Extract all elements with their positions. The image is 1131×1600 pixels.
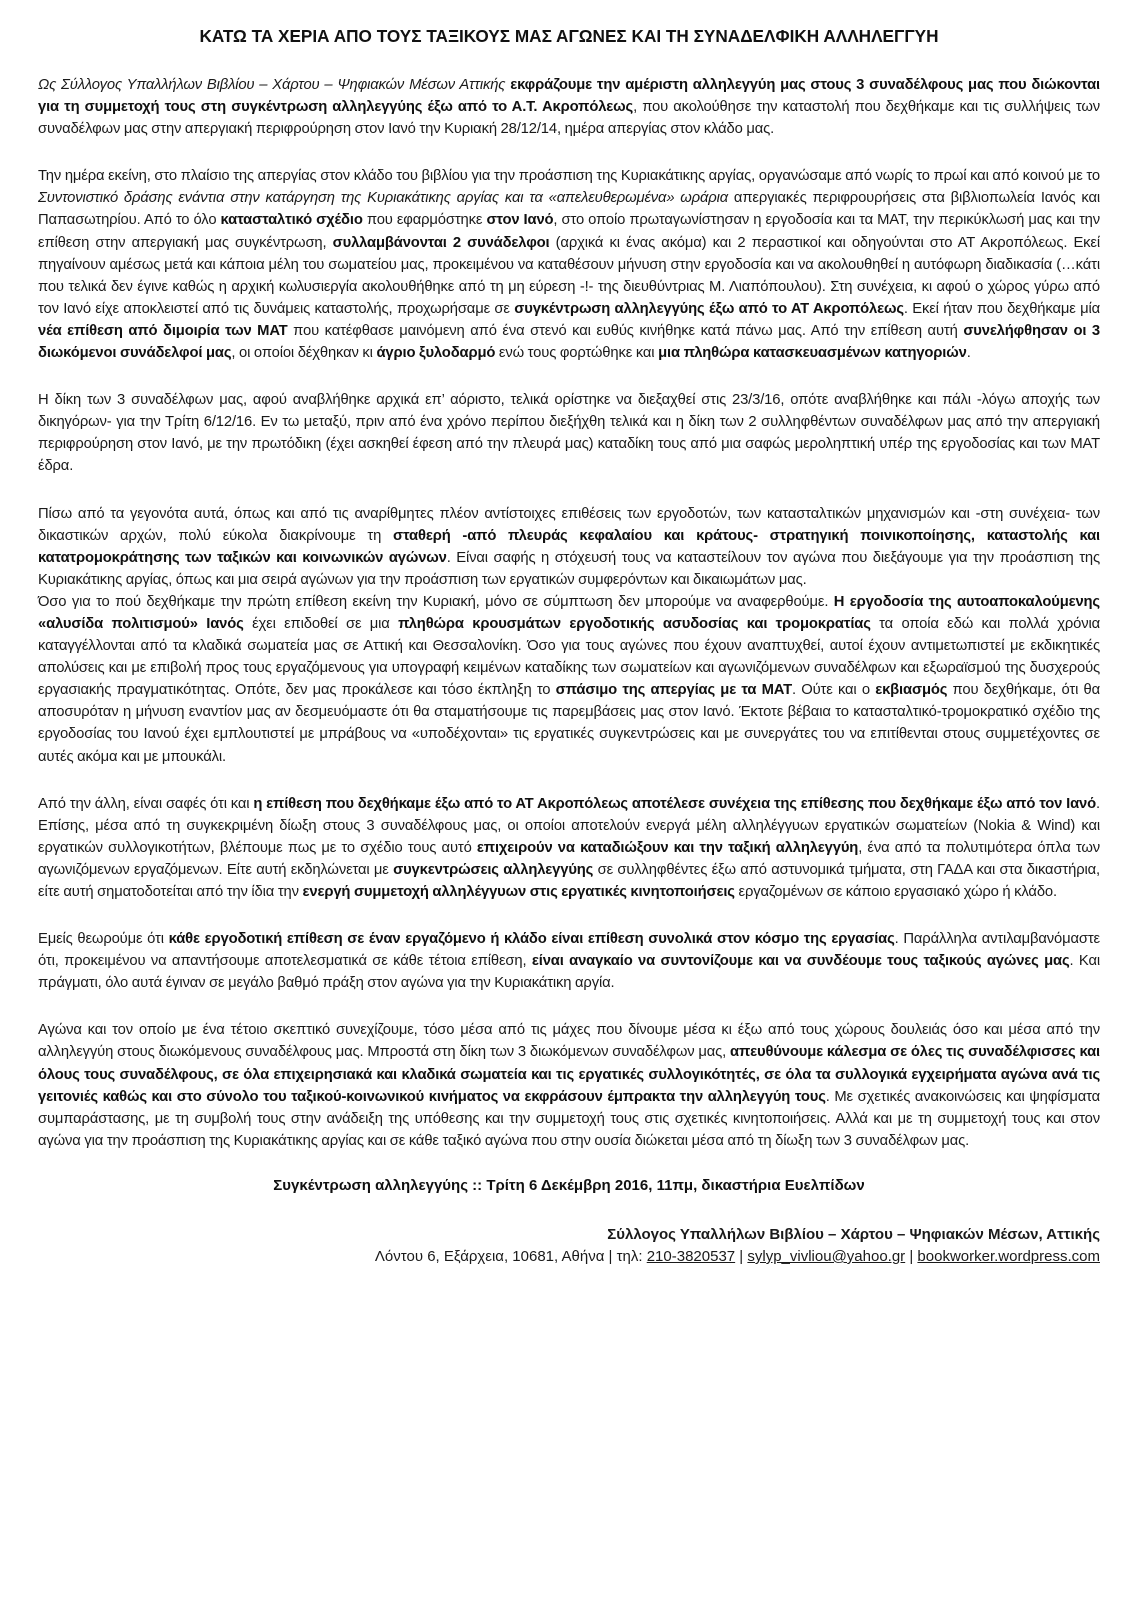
text-run: Αγώνα και τον οποίο με ένα τέτοιο σκεπτικό συνεχίζουμε, τόσο μέσα από τις μάχες που δίνουμε μέσα κι έξω από τους χώρους δουλειάς όσο και μέσα από την αλληλεγγύη στους διωκόμενους συναδέλφους μας. Μπροστά στη δίκη των 3 διωκόμενων συναδέλφων μας, [38,1022,1100,1061]
text-run: (αρχικά κι ένας ακόμα) και 2 περαστικοί και οδηγούνται στο ΑΤ Ακροπόλεως. Εκεί πηγαίνουν αμέσως μετά και κάποια μέλη του σωματείου μας, προκειμένου να καταθέσουν μήνυση στην εργοδοσία και να ακολουθηθεί η αυτόφωρη διαδικασία (…κάτι που τελικά δεν έγινε καθώς η αρχική κωλυσιεργία ακολουθήθηκε από τη μη εύρεση -!- της διευθύντριας Μ. Λιαπόπουλου). Στη συνέχεια, κι αφού ο χώρος γύρω από τον Ιανό είχε αποκλειστεί από τις δυνάμεις καταστολής, προχωρήσαμε σε [38,234,1100,317]
text-run: . [966,345,971,362]
text-run: ενώ τους φορτώθηκε και [495,345,659,362]
text-run: έχει επιδοθεί σε μια [243,615,399,632]
paragraph-2 [38,165,1100,364]
italic-text: Συντονιστικό δράσης ενάντια στην κατάργηση της Κυριακάτικης αργίας και τα «απελευθερωμένα» ωράρια [38,190,729,207]
text-run: . Και πράγματι, όλο αυτά έγιναν σε μεγάλο βαθμό πράξη στον αγώνα για την Κυριακάτικη αργία. [38,953,1100,992]
text-run: τα οποία εδώ και πολλά χρόνια καταγγέλλονται από τα κλαδικά σωματεία μας σε Αττική και Θεσσαλονίκη. Όσο για τους αγώνες που έχουν αναπτυχθεί, αυτοί έχουν αντιμετωπιστεί με εκδικητικές απολύσεις και με επιβολή προς τους εργαζόμενους για υπογραφή κειμένων καταδίκης των σωματείων και αγωνιζόμενων συναδέλφων και εξωραϊσμού της δυσχερούς εργασιακής πραγματικότητας. Οπότε, δεν μας προκάλεσε και τόσο έκπληξη το [38,615,1100,699]
text-run: εργαζομένων σε κάποιο εργασιακό χώρο ή κλάδο. [734,884,1057,900]
bold-text: κατασταλτικό σχέδιο [220,212,363,229]
bold-text: σπάσιμο της απεργίας με τα ΜΑΤ [555,682,792,699]
paragraph-8 [38,1019,1100,1152]
email-link[interactable]: sylyp_vivliou@yahoo.gr [747,1247,906,1265]
text-run: . Είναι σαφής η στόχευσή τους να καταστείλουν τον αγώνα που διεξάγουμε για την προάσπιση της Κυριακάτικης αργίας, όπως και μια σειρά αγώνων για την προάσπιση των εργατικών συμφερόντων και δικαιωμάτων μας. [38,549,1100,588]
text-run: Εμείς θεωρούμε ότι [38,931,169,948]
text-run: Η δίκη των 3 συναδέλφων μας, αφού αναβλήθηκε αρχικά επ’ αόριστο, τελικά ορίστηκε να διεξαχθεί στις 23/3/16, οπότε αναβλήθηκε και πάλι -λόγω αποχής των δικηγόρων- για την Τρίτη 6/12/16. Εν τω μεταξύ, πριν από ένα χρόνο περίπου διεξήχθη τελικά και η δίκη των 2 συλληφθέντων συναδέλφων μας από την απεργιακή περιφρούρηση στον Ιανό, με την πρωτόδικη (έχει ασκηθεί έφεση από την πλευρά μας) καταδίκη τους από μια σαφώς μεροληπτική υπέρ της εργοδοσίας και των ΜΑΤ έδρα. [38,392,1100,475]
bold-text: συνελήφθησαν οι 3 διωκόμενοι συνάδελφοί μας [38,322,1100,362]
bold-text: συγκέντρωση αλληλεγγύης έξω από το ΑΤ Ακροπόλεως [514,300,904,317]
bold-text: εκφράζουμε την αμέριστη αλληλεγγύη μας στους 3 συναδέλφους μας που διώκονται για τη συμμετοχή τους στη συγκέντρωση αλληλεγγύης έξω από το Α.Τ. Ακροπόλεως [38,77,1100,116]
bold-text: ενεργή συμμετοχή αλληλέγγυων στις εργατικές κινητοποιήσεις [302,884,735,900]
bold-text: απευθύνουμε κάλεσμα σε όλες τις συναδέλφισσες και όλους τους συναδέλφους, σε όλα επιχειρησιακά και κλαδικά σωματεία και τις εργατικές συλλογικότητές, σε όλα τα συλλογικά εγχειρήματα αγώνα ανά τις γειτονιές καθώς και στο σύνολο του ταξικού-κοινωνικού κινήματος να εκφράσουν έμπρακτα την αλληλεγγύη τους [38,1044,1100,1105]
phone-link[interactable]: 210-3820537 [646,1247,736,1265]
signature-block [38,1224,1100,1268]
text-run: απεργιακές περιφρουρήσεις στα βιβλιοπωλεία Ιανός και Παπασωτηρίου. Από το όλο [38,190,1100,229]
rally-announcement: Συγκέντρωση αλληλεγγύης :: Τρίτη 6 Δεκέμβρη 2016, 11πμ, δικαστήρια Ευελπίδων [273,1176,865,1194]
bold-text: στον Ιανό [486,212,554,229]
paragraph-3 [38,389,1100,477]
text-run: που κατέφθασε μαινόμενη από ένα στενό και ευθύς κινήθηκε κατά πάνω μας. Από την επίθεση αυτή [287,322,964,339]
bold-text: άγριο ξυλοδαρμό [376,345,496,362]
text-run: σε συλληφθέντες έξω από αστυνομικά τμήματα, στη ΓΑΔΑ και στα δικαστήρια, είτε αυτή σηματοδοτείται από την ίδια την [38,861,1100,900]
paragraph-7 [38,928,1100,994]
bold-text: πληθώρα κρουσμάτων εργοδοτικής ασυδοσίας και τρομοκρατίας [398,615,871,632]
text-run: που εφαρμόστηκε [362,212,487,229]
bold-text: η επίθεση που δεχθήκαμε έξω από το ΑΤ Ακροπόλεως αποτέλεσε συνέχεια της επίθεσης που δεχθήκαμε έξω από τον Ιανό [253,795,1097,812]
paragraph-4 [38,503,1100,591]
text-run: Την ημέρα εκείνη, στο πλαίσιο της απεργίας στον κλάδο του βιβλίου για την προάσπιση της Κυριακάτικης αργίας, οργανώσαμε από νωρίς το πρωί και από κοινού με το [38,168,1100,185]
text-run: Από την άλλη, είναι σαφές ότι και [38,795,254,812]
paragraph-6 [38,793,1100,903]
text-run: . Παράλληλα αντιλαμβανόμαστε ότι, προκειμένου να απαντήσουμε αποτελεσματικά σε κάθε τέτοια επίθεση, [38,931,1100,970]
contact-line [38,1246,1100,1268]
bold-text: μια πληθώρα κατασκευασμένων κατηγοριών [658,345,967,362]
text-run: , που ακολούθησε την καταστολή που δεχθήκαμε και τις συλλήψεις των συναδέλφων μας στην απεργιακή περιφρούρηση στον Ιανό την Κυριακή 28/12/14, ημέρα απεργίας στον κλάδο μας. [38,99,1101,138]
bold-text: συγκεντρώσεις αλληλεγγύης [393,861,594,878]
bold-text: κάθε εργοδοτική επίθεση σε έναν εργαζόμενο ή κλάδο είναι επίθεση συνολικά στον κόσμο της εργασίας [168,931,895,948]
bold-text: συλλαμβάνονται 2 συνάδελφοι [332,234,550,251]
separator: | [735,1247,748,1265]
bold-text: εκβιασμός [875,682,948,699]
text-run: Πίσω από τα γεγονότα αυτά, όπως και από τις αναρίθμητες πλέον αντίστοιχες επιθέσεις των εργοδοτών, των κατασταλτικών μηχανισμών και -στη συνέχεια- των δικαστικών αρχών, πολύ εύκολα διακρίνουμε τη [38,505,1100,544]
paragraph-5 [38,591,1100,768]
bold-text: σταθερή -από πλευράς κεφαλαίου και κράτους- στρατηγική ποινικοποίησης, καταστολής και κατατρομοκράτησης των ταξικών και κοινωνικών αγώνων [38,527,1100,566]
bold-text: νέα επίθεση από διμοιρία των ΜΑΤ [38,322,288,339]
text-run: Όσο για το πού δεχθήκαμε την πρώτη επίθεση εκείνη την Κυριακή, μόνο σε σύμπτωση δεν μπορούμε να αναφερθούμε. [38,593,834,610]
bold-text: Η εργοδοσία της αυτοαποκαλούμενης «αλυσίδα πολιτισμού» Ιανός [38,593,1100,632]
text-run: , στο οποίο πρωταγωνίστησαν η εργοδοσία και τα ΜΑΤ, την περικύκλωσή μας και την επίθεση στην απεργιακή μας συγκέντρωση, [38,212,1100,251]
text-run: , ένα από τα πολυτιμότερα όπλα των αγωνιζόμενων εργαζόμενων. Είτε αυτή εκδηλώνεται με [38,839,1101,878]
text-run: . Ούτε και ο [792,682,876,699]
document-body [38,74,1100,1152]
separator: | [905,1247,918,1265]
union-name: Σύλλογος Υπαλλήλων Βιβλίου – Χάρτου – Ψηφιακών Μέσων, Αττικής [607,1225,1100,1243]
text-run: . Εκεί ήταν που δεχθήκαμε μία [903,300,1100,317]
bold-text: είναι αναγκαίο να συντονίζουμε και να συνδέουμε τους ταξικούς αγώνες μας [531,953,1070,970]
italic-text: Ως Σύλλογος Υπαλλήλων Βιβλίου – Χάρτου – Ψηφιακών Μέσων Αττικής [38,77,506,93]
text-run: . Επίσης, μέσα από τη συγκεκριμένη δίωξη στους 3 συναδέλφους μας, οι οποίοι αποτελούν ενεργά μέλη αλληλέγγυων εργατικών σωματείων (Nokia & Wind) και εργατικών συλλογικοτήτων, βλέπουμε πως με το σχέδιο τους αυτό [38,795,1100,856]
text-run: , οι οποίοι δέχθηκαν κι [231,345,377,362]
text-run: . Με σχετικές ανακοινώσεις και ψηφίσματα συμπαράστασης, με τη συμβολή τους στην ανάδειξη της υπόθεσης και την συμμετοχή τους στις σχετικές κινητοποιήσεις. Αλλά και με τη συμμετοχή τους και στον αγώνα για την προάσπιση της Κυριακάτικης αργίας και σε κάθε ταξικό αγώνα που στην ουσία διώκεται μέσα από τη δίωξη των 3 συναδέλφων μας. [38,1088,1100,1149]
website-link[interactable]: bookworker.wordpress.com [917,1247,1100,1265]
paragraph-1 [38,74,1100,140]
text-run: που δεχθήκαμε, ότι θα αποσυρόταν η μήνυση εναντίον μας αν δεσμευόμαστε ότι θα σταματήσουμε τις παρεμβάσεις μας στον Ιανό. Έκτοτε βέβαια το κατασταλτικό-τρομοκρατικό σχέδιο της εργοδοσίας του Ιανού έχει εμπλουτιστεί με μπράβους να «υποδέχονται» τις εργατικές συγκεντρώσεις και με συνεργάτες του να επιτίθενται στους συμμετέχοντες σε αυτές ακόμα και με μπουκάλι. [38,682,1100,765]
address-text: Λόντου 6, Εξάρχεια, 10681, Αθήνα | τηλ: [374,1247,647,1265]
bold-text: επιχειρούν να καταδιώξουν και την ταξική αλληλεγγύη [476,839,859,856]
document-title: ΚΑΤΩ ΤΑ ΧΕΡΙΑ ΑΠΟ ΤΟΥΣ ΤΑΞΙΚΟΥΣ ΜΑΣ ΑΓΩΝΕΣ ΚΑΙ ΤΗ ΣΥΝΑΔΕΛΦΙΚΗ ΑΛΛΗΛΕΓΓΥΗ [199,26,939,46]
